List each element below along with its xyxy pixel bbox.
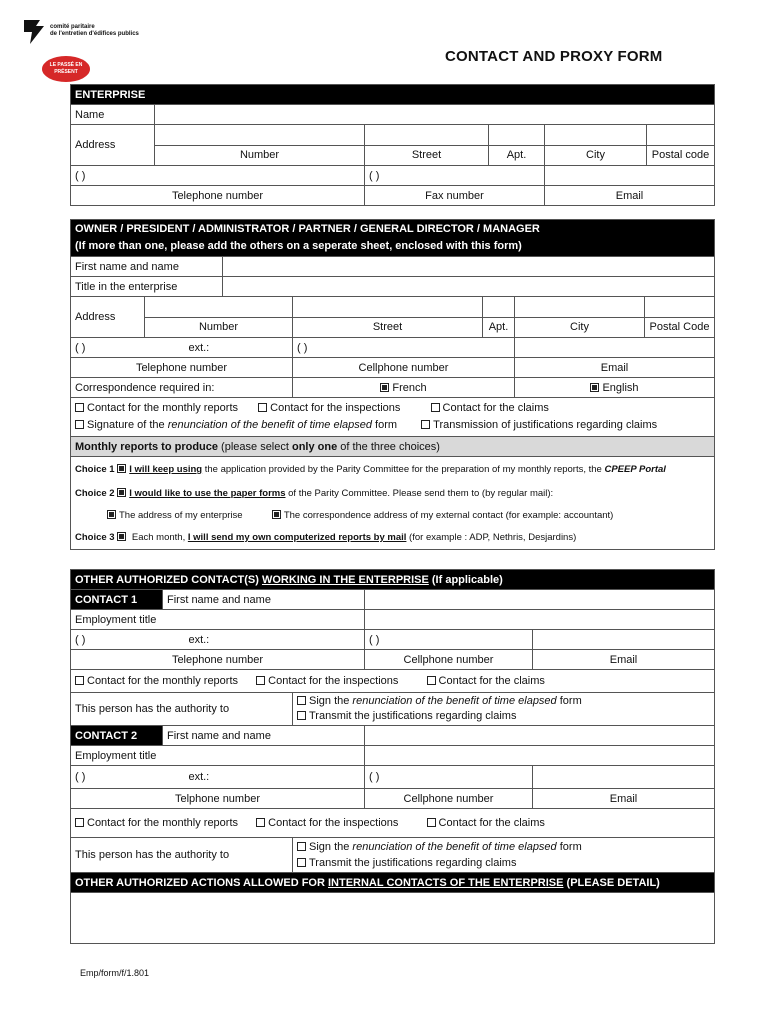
contact-1-employment-field[interactable] <box>365 610 715 630</box>
contact-1-telephone-field[interactable]: ( ) ext.: <box>71 630 365 650</box>
contact-1-telephone-label: Telephone number <box>71 650 365 670</box>
owner-opt-inspections: Contact for the inspections <box>270 402 401 414</box>
form-reference: Emp/form/f/1.801 <box>80 968 150 978</box>
owner-telephone-field[interactable] <box>71 338 293 358</box>
owner-street-field[interactable] <box>293 297 483 318</box>
contact-2-label: CONTACT 2 <box>71 726 163 746</box>
owner-city-label: City <box>515 317 645 338</box>
contact-1-name-field[interactable] <box>365 590 715 610</box>
owner-section <box>70 219 715 550</box>
french-label: French <box>392 381 427 394</box>
checkbox-checked-icon[interactable] <box>272 510 281 519</box>
contact-1-cellphone-label: Cellphone number <box>365 650 533 670</box>
city-label: City <box>545 145 647 166</box>
owner-title-field[interactable] <box>223 277 715 297</box>
organization-logo <box>20 18 150 88</box>
contact-2-email-label: Email <box>533 789 715 809</box>
address-street-field[interactable] <box>365 125 489 146</box>
checkbox-icon[interactable] <box>75 676 84 685</box>
address-apt-field[interactable] <box>489 125 545 146</box>
address-city-field[interactable] <box>545 125 647 146</box>
owner-opt-sign-italic: renunciation of the benefit of time elapsed <box>167 419 372 431</box>
email-label: Email <box>545 186 715 206</box>
owner-header: OWNER / PRESIDENT / ADMINISTRATOR / PARTNER / GENERAL DIRECTOR / MANAGER <box>75 223 540 235</box>
address-postal-field[interactable] <box>647 125 715 146</box>
checkbox-icon[interactable] <box>297 696 306 705</box>
checkbox-checked-icon[interactable] <box>117 488 126 497</box>
english-label: English <box>602 381 639 394</box>
owner-postal-field[interactable] <box>645 297 715 318</box>
name-label: Name <box>71 105 155 125</box>
number-label: Number <box>155 145 365 166</box>
contact-1-cellphone-field[interactable]: ( ) <box>365 630 533 650</box>
fax-field[interactable]: ( ) <box>365 166 545 186</box>
title-label: Title in the enterprise <box>71 277 223 297</box>
french-option[interactable] <box>293 378 515 398</box>
checkbox-icon[interactable] <box>431 403 440 412</box>
contact-2-name-field[interactable] <box>365 726 715 746</box>
postal-label: Postal code <box>647 145 715 166</box>
checkbox-icon[interactable] <box>297 858 306 867</box>
other-contacts-section: OTHER AUTHORIZED CONTACT(S) WORKING IN THE ENTERPRISE (If applicable) CONTACT 1 First name and name Employment title ( ) ext.: ( ) Telephone number Cellphone number Email Contact for the monthly reports Contact for the inspections Contact for the claims This person has the authority to Sign the renunciation of the benefit of time elapsed form Transmit the justifications regarding claims CONTACT 2 First name and name Employment title ( ) ext.: ( ) Telphone number Cellphone number Email Contact for the monthly reports Contact for the inspections Contact for the claims This person has the authority to Sign the renunciation of the benefit of time elapsed form Transmit the justifications regarding claims OTHER AUTHORIZED ACTIONS ALLOWED FOR INTERNAL CONTACTS OF THE ENTERPRISE (PLEASE DETAIL) <box>70 569 715 944</box>
first-name-label: First name and name <box>71 257 223 277</box>
checkbox-icon[interactable] <box>421 420 430 429</box>
owner-number-field[interactable] <box>145 297 293 318</box>
owner-cellphone-label: Cellphone number <box>293 358 515 378</box>
contact-1-email-label: Email <box>533 650 715 670</box>
street-label: Street <box>365 145 489 166</box>
contact-2-employment-label: Employment title <box>71 746 365 766</box>
owner-opt-sign-post: form <box>371 419 398 431</box>
actions-header: OTHER AUTHORIZED ACTIONS ALLOWED FOR INTERNAL CONTACTS OF THE ENTERPRISE (PLEASE DETAIL) <box>71 873 715 893</box>
owner-city-field[interactable] <box>515 297 645 318</box>
contact-2-name-label: First name and name <box>163 726 365 746</box>
address-label: Address <box>71 125 155 166</box>
contact-2-telephone-field[interactable]: ( ) ext.: <box>71 766 365 789</box>
checkbox-icon[interactable] <box>75 403 84 412</box>
choice-1[interactable]: Choice 1 I will keep using the application provided by the Parity Committee for the preparation of my monthly reports, the CPEEP Portal <box>75 464 666 475</box>
checkbox-checked-icon[interactable] <box>107 510 116 519</box>
logo-badge: LE PASSÉ EN PRÉSENT <box>42 56 90 82</box>
choice-2-opt-enterprise: The address of my enterprise <box>119 510 243 521</box>
telephone-label: Telephone number <box>71 186 365 206</box>
contact-1-authority-label: This person has the authority to <box>71 693 293 726</box>
fax-label: Fax number <box>365 186 545 206</box>
owner-opt-monthly: Contact for the monthly reports <box>87 402 239 414</box>
checkbox-checked-icon[interactable] <box>590 383 599 392</box>
checkbox-checked-icon[interactable] <box>117 464 126 473</box>
checkbox-icon[interactable] <box>258 403 267 412</box>
owner-telephone-label: Telephone number <box>71 358 293 378</box>
checkbox-icon[interactable] <box>75 420 84 429</box>
contact-1-email-field[interactable] <box>533 630 715 650</box>
owner-subheader: (If more than one, please add the others on a seperate sheet, enclosed with this form) <box>75 240 522 252</box>
apt-label: Apt. <box>489 145 545 166</box>
logo-mark-icon <box>20 18 48 46</box>
owner-apt-field[interactable] <box>483 297 515 318</box>
monthly-reports-heading: Monthly reports to produce (please select only one of the three choices) <box>71 437 715 457</box>
owner-opt-claims: Contact for the claims <box>442 402 549 414</box>
contact-2-cellphone-label: Cellphone number <box>365 789 533 809</box>
owner-postal-label: Postal Code <box>645 317 715 338</box>
owner-cellphone-field[interactable]: ( ) <box>293 338 515 358</box>
contact-2-authority-label: This person has the authority to <box>71 838 293 873</box>
owner-street-label: Street <box>293 317 483 338</box>
choice-2[interactable]: Choice 2 I would like to use the paper forms of the Parity Committee. Please send them to (by regular mail): <box>75 488 554 499</box>
logo-line-2: de l'entretien d'édifices publics <box>50 31 139 37</box>
checkbox-checked-icon[interactable] <box>117 532 126 541</box>
english-option[interactable] <box>515 378 715 398</box>
owner-email-label: Email <box>515 358 715 378</box>
owner-number-label: Number <box>145 317 293 338</box>
owner-first-name-field[interactable] <box>223 257 715 277</box>
owner-opt-sign-pre: Signature of the <box>87 419 168 431</box>
contact-2-telephone-label: Telphone number <box>71 789 365 809</box>
checkbox-icon[interactable] <box>75 818 84 827</box>
owner-address-label: Address <box>71 297 145 338</box>
checkbox-checked-icon[interactable] <box>380 383 389 392</box>
owner-apt-label: Apt. <box>483 317 515 338</box>
contact-1-employment-label: Employment title <box>71 610 365 630</box>
email-field[interactable] <box>545 166 715 186</box>
choice-3[interactable]: Choice 3 Each month, I will send my own computerized reports by mail (for example : ADP, Nethris, Desjardins) <box>75 532 577 543</box>
page-title: CONTACT AND PROXY FORM <box>445 48 663 65</box>
enterprise-section <box>70 84 715 206</box>
checkbox-icon[interactable] <box>297 711 306 720</box>
contact-2-employment-field[interactable] <box>365 746 715 766</box>
telephone-field[interactable]: ( ) <box>71 166 365 186</box>
owner-telephone-paren: ( ) <box>75 341 86 354</box>
checkbox-icon[interactable] <box>427 676 436 685</box>
contact-2-cellphone-field[interactable]: ( ) <box>365 766 533 789</box>
owner-ext-label: ext.: <box>188 341 210 354</box>
owner-opt-transmit: Transmission of justifications regarding claims <box>433 419 658 431</box>
checkbox-icon[interactable] <box>427 818 436 827</box>
checkbox-icon[interactable] <box>297 842 306 851</box>
contact-1-name-label: First name and name <box>163 590 365 610</box>
contact-2-email-field[interactable] <box>533 766 715 789</box>
checkbox-icon[interactable] <box>256 676 265 685</box>
choice-2-opt-external: The correspondence address of my external contact (for example: accountant) <box>283 510 614 521</box>
logo-line-1: comité paritaire <box>50 24 95 30</box>
address-number-field[interactable] <box>155 125 365 146</box>
correspondence-label: Correspondence required in: <box>71 378 293 398</box>
other-contacts-header: OTHER AUTHORIZED CONTACT(S) WORKING IN THE ENTERPRISE (If applicable) <box>71 570 715 590</box>
actions-details-field[interactable] <box>71 893 715 944</box>
owner-email-field[interactable] <box>515 338 715 358</box>
enterprise-name-field[interactable] <box>155 105 715 125</box>
monthly-choices <box>71 457 715 550</box>
checkbox-icon[interactable] <box>256 818 265 827</box>
contact-1-label: CONTACT 1 <box>71 590 163 610</box>
enterprise-header: ENTERPRISE <box>71 85 715 105</box>
